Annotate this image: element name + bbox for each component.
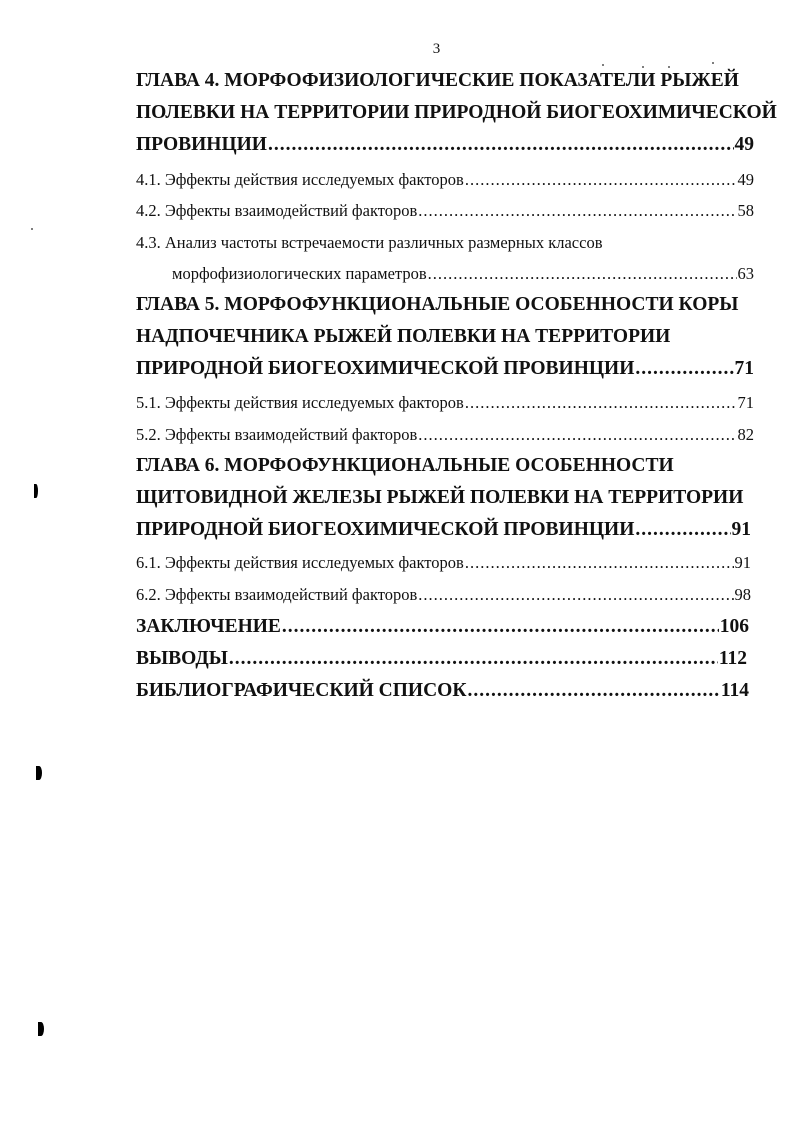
toc-entry-6-2[interactable] — [136, 585, 751, 605]
section-5-2-page: 82 — [737, 425, 754, 444]
toc-entry-chapter-5[interactable] — [136, 358, 754, 380]
scan-speck — [712, 62, 714, 64]
section-6-2-label: 6.2. Эффекты взаимодействий факторов — [136, 585, 418, 604]
chapter-4-page: 49 — [734, 134, 754, 155]
toc-entry-4-1[interactable] — [136, 170, 754, 190]
toc-entry-5-1[interactable] — [136, 393, 754, 413]
scan-speck — [31, 228, 33, 230]
dot-leader — [635, 358, 733, 380]
chapter-6-title-line-2: ЩИТОВИДНОЙ ЖЕЛЕЗЫ РЫЖЕЙ ПОЛЕВКИ НА ТЕРРИТОРИИ — [136, 487, 744, 508]
section-4-3-label-line-1: 4.3. Анализ частоты встречаемости различных размерных классов — [136, 233, 603, 252]
chapter-6-title-line-1: ГЛАВА 6. МОРФОФУНКЦИОНАЛЬНЫЕ ОСОБЕННОСТИ — [136, 455, 674, 476]
scan-speck — [602, 64, 604, 66]
section-6-2-page: 98 — [734, 585, 751, 604]
chapter-6-page: 91 — [731, 519, 751, 540]
page-number: 3 — [432, 41, 441, 57]
chapter-4-title-line-1: ГЛАВА 4. МОРФОФИЗИОЛОГИЧЕСКИЕ ПОКАЗАТЕЛИ РЫЖЕЙ — [136, 70, 739, 91]
section-4-1-label: 4.1. Эффекты действия исследуемых факторов — [136, 170, 464, 189]
toc-entry-5-2[interactable] — [136, 425, 754, 445]
scan-mark — [38, 1022, 44, 1036]
chapter-4-title-line-3: ПРОВИНЦИИ — [136, 134, 267, 155]
dot-leader — [418, 201, 736, 221]
toc-entry-findings[interactable] — [136, 648, 747, 670]
chapter-6-title-line-3: ПРИРОДНОЙ БИОГЕОХИМИЧЕСКОЙ ПРОВИНЦИИ — [136, 519, 635, 540]
toc-entry-6-1[interactable] — [136, 553, 751, 573]
dot-leader — [282, 616, 719, 638]
dot-leader — [465, 553, 734, 573]
section-6-1-label: 6.1. Эффекты действия исследуемых факторов — [136, 553, 464, 572]
section-4-2-page: 58 — [737, 201, 754, 220]
chapter-5-title-line-2: НАДПОЧЕЧНИКА РЫЖЕЙ ПОЛЕВКИ НА ТЕРРИТОРИИ — [136, 326, 671, 347]
scan-speck — [642, 66, 644, 68]
toc-entry-4-3[interactable] — [172, 264, 754, 284]
section-4-3-label-line-2: морфофизиологических параметров — [172, 264, 427, 283]
toc-entry-4-2[interactable] — [136, 201, 754, 221]
dot-leader — [465, 393, 737, 413]
dot-leader — [635, 519, 730, 541]
section-6-1-page: 91 — [734, 553, 751, 572]
scan-mark — [34, 484, 38, 498]
toc-entry-conclusion[interactable] — [136, 616, 749, 638]
dot-leader — [428, 264, 737, 284]
bibliography-label: БИБЛИОГРАФИЧЕСКИЙ СПИСОК — [136, 680, 467, 701]
section-5-1-page: 71 — [737, 393, 754, 412]
scan-mark — [36, 766, 42, 780]
toc-entry-chapter-4[interactable] — [136, 134, 754, 156]
chapter-5-title-line-3: ПРИРОДНОЙ БИОГЕОХИМИЧЕСКОЙ ПРОВИНЦИИ — [136, 358, 635, 379]
section-4-3-page: 63 — [737, 264, 754, 283]
section-4-1-page: 49 — [737, 170, 754, 189]
findings-label: ВЫВОДЫ — [136, 648, 228, 669]
chapter-5-title-line-1: ГЛАВА 5. МОРФОФУНКЦИОНАЛЬНЫЕ ОСОБЕННОСТИ КОРЫ — [136, 294, 739, 315]
findings-page: 112 — [718, 648, 747, 669]
conclusion-page: 106 — [719, 616, 749, 637]
chapter-4-title-line-2: ПОЛЕВКИ НА ТЕРРИТОРИИ ПРИРОДНОЙ БИОГЕОХИМИЧЕСКОЙ — [136, 102, 777, 123]
section-5-2-label: 5.2. Эффекты взаимодействий факторов — [136, 425, 418, 444]
toc-entry-chapter-6[interactable] — [136, 519, 751, 541]
bibliography-page: 114 — [720, 680, 749, 701]
dot-leader — [418, 585, 733, 605]
toc-entry-bibliography[interactable] — [136, 680, 749, 702]
scan-speck — [668, 66, 670, 68]
dot-leader — [467, 680, 719, 702]
conclusion-label: ЗАКЛЮЧЕНИЕ — [136, 616, 281, 637]
section-5-1-label: 5.1. Эффекты действия исследуемых факторов — [136, 393, 464, 412]
dot-leader — [465, 170, 737, 190]
dot-leader — [229, 648, 718, 670]
section-4-2-label: 4.2. Эффекты взаимодействий факторов — [136, 201, 418, 220]
dot-leader — [268, 134, 734, 156]
chapter-5-page: 71 — [734, 358, 754, 379]
dot-leader — [418, 425, 736, 445]
